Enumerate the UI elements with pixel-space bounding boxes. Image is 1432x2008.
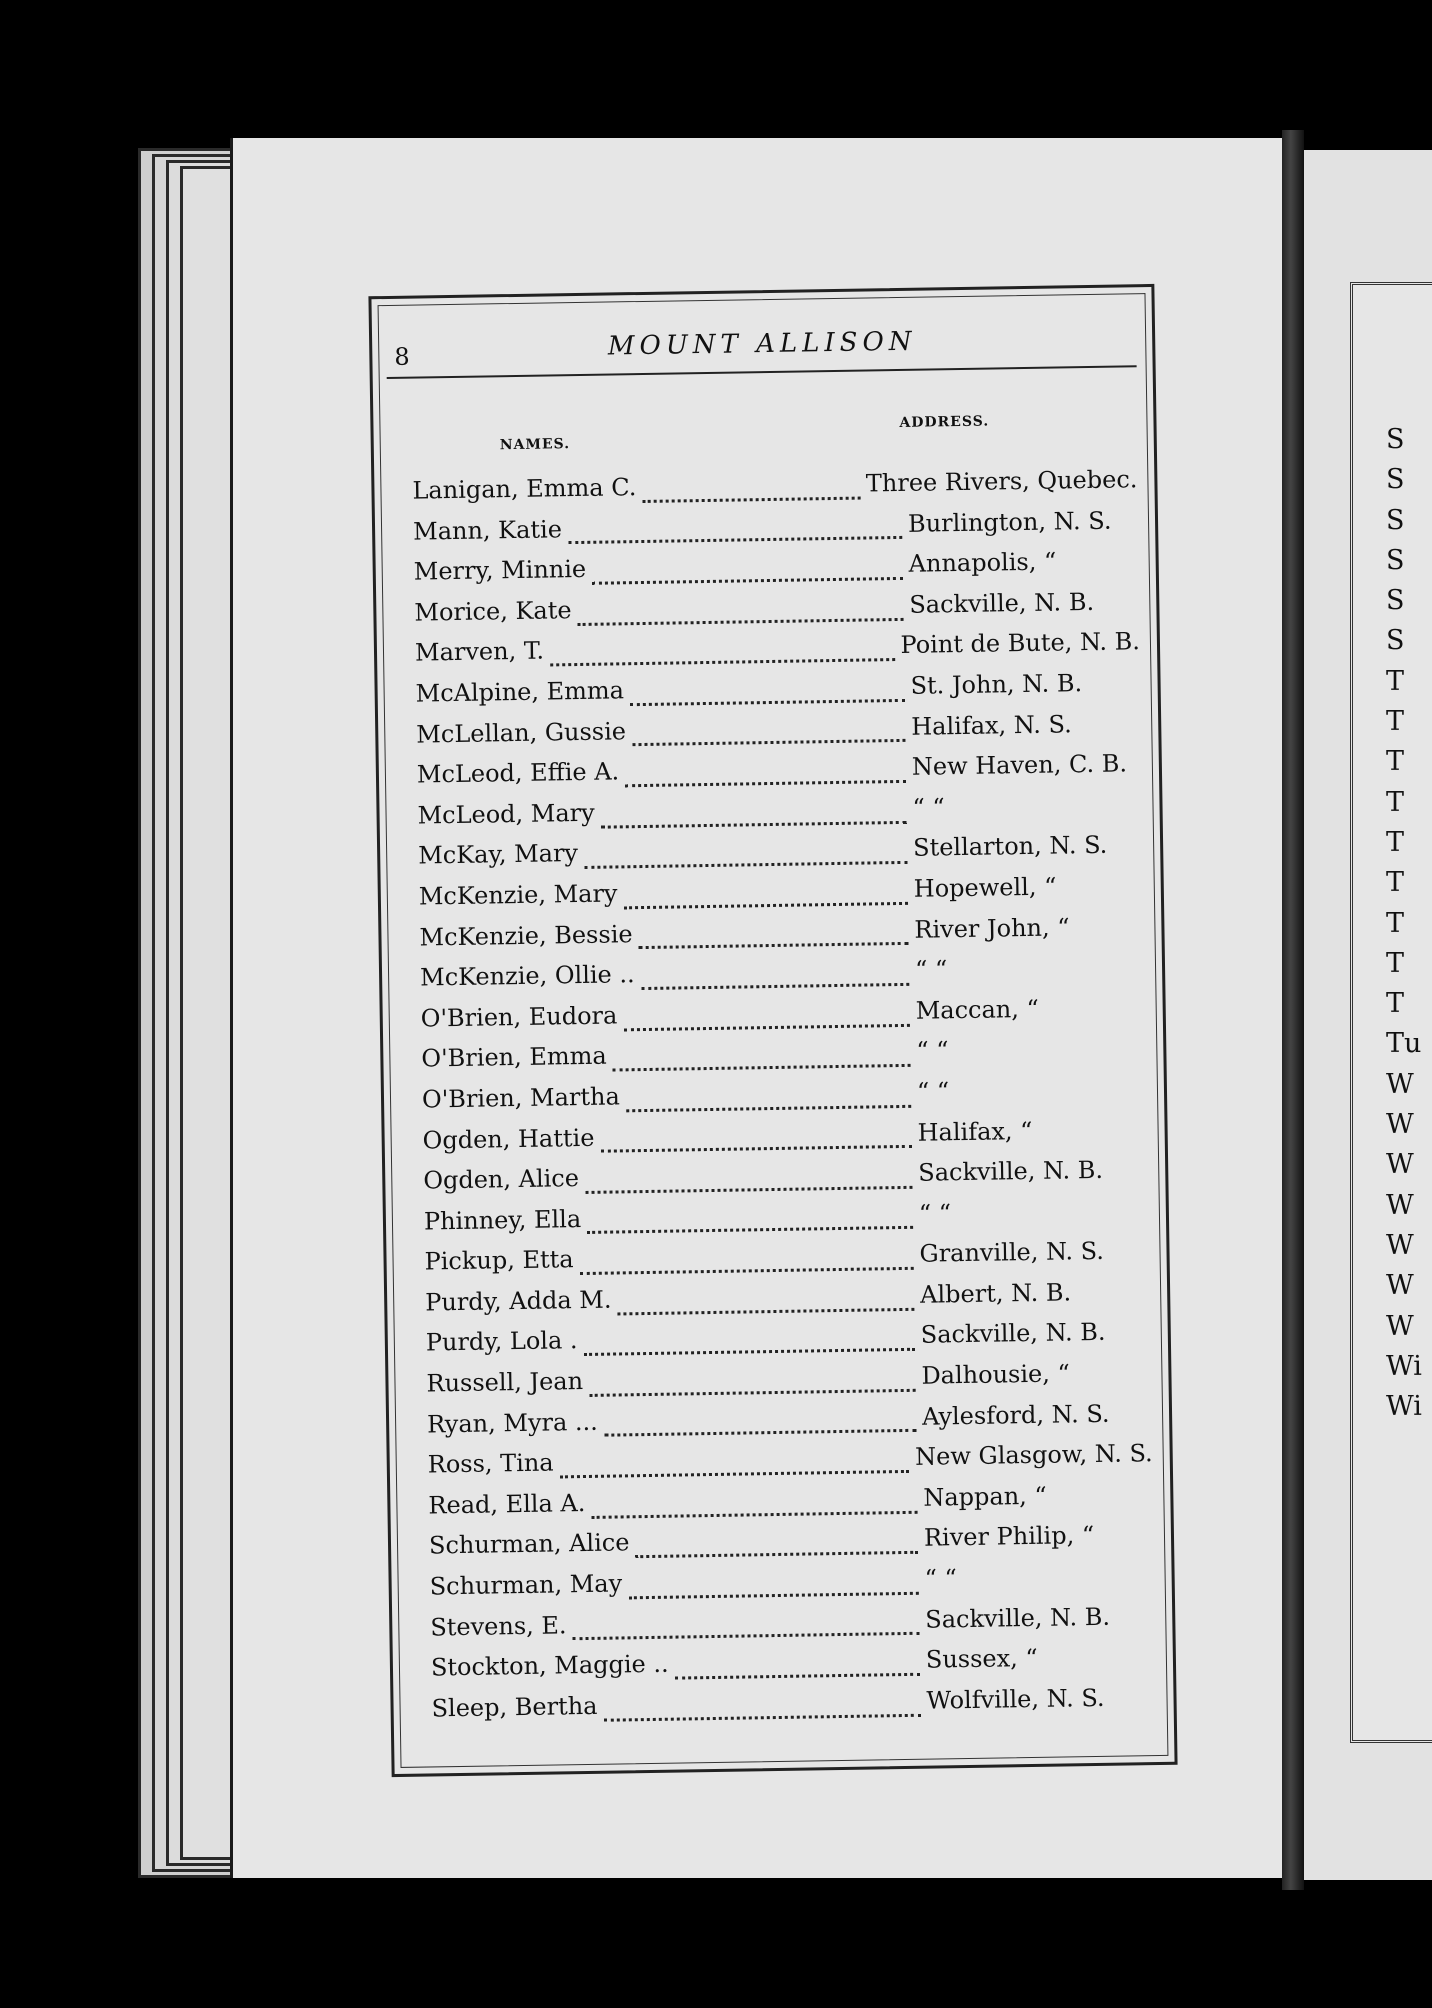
student-address: Dalhousie, “: [921, 1359, 1070, 1390]
facing-page-letter: W: [1386, 1068, 1414, 1100]
dot-leader: [604, 1425, 916, 1437]
facing-page-letter: T: [1386, 947, 1405, 979]
student-address: Maccan, “: [915, 994, 1039, 1025]
student-name: Pickup, Etta: [424, 1245, 574, 1276]
student-address: New Glasgow, N. S.: [914, 1439, 1153, 1472]
student-name: McAlpine, Emma: [415, 676, 625, 708]
student-name: Phinney, Ella: [423, 1204, 582, 1236]
student-address: Aylesford, N. S.: [921, 1399, 1110, 1431]
dot-leader: [573, 1628, 920, 1640]
book-gutter: [1282, 130, 1304, 1890]
student-address: “ “: [916, 1036, 949, 1066]
student-address: Albert, N. B.: [919, 1278, 1072, 1309]
student-address: Sussex, “: [925, 1644, 1038, 1674]
facing-page-letter: Wi: [1386, 1350, 1422, 1382]
facing-page-letter: W: [1386, 1229, 1414, 1261]
facing-page-letter: W: [1386, 1149, 1414, 1181]
facing-page-letter: Tu: [1386, 1028, 1422, 1060]
student-name: McLeod, Mary: [417, 798, 595, 830]
dot-leader: [580, 1263, 914, 1275]
dot-leader: [636, 1547, 919, 1558]
student-name: Lanigan, Emma C.: [412, 473, 637, 505]
address-column-header: ADDRESS.: [899, 413, 990, 431]
facing-page-letter: T: [1386, 706, 1405, 738]
dot-leader: [625, 776, 906, 787]
student-name: O'Brien, Emma: [421, 1041, 607, 1073]
facing-page-letter: S: [1386, 424, 1405, 455]
dot-leader: [639, 938, 909, 949]
facing-page-letter: S: [1386, 464, 1405, 496]
student-name: Stevens, E.: [430, 1610, 567, 1642]
student-name: Marven, T.: [414, 636, 545, 667]
dot-leader: [585, 1182, 912, 1194]
dot-leader: [626, 1101, 911, 1112]
facing-page-letter: W: [1386, 1270, 1414, 1302]
names-column-header: NAMES.: [499, 436, 571, 454]
dot-leader: [641, 979, 910, 990]
dot-leader: [675, 1669, 920, 1680]
student-name: Schurman, Alice: [428, 1528, 630, 1560]
student-name: O'Brien, Martha: [421, 1082, 620, 1114]
student-address: “ “: [916, 1077, 950, 1106]
student-name: Sleep, Bertha: [431, 1691, 598, 1723]
dot-leader: [592, 1506, 918, 1518]
dot-leader: [630, 695, 905, 706]
dot-leader: [632, 735, 905, 746]
student-name: McKenzie, Mary: [418, 879, 618, 911]
student-address: Point de Bute, N. B.: [900, 627, 1141, 660]
facing-page-letter: T: [1386, 826, 1405, 858]
student-address: “ “: [912, 793, 945, 822]
dot-leader: [604, 1709, 921, 1721]
student-name: McLellan, Gussie: [416, 716, 627, 749]
student-address: Halifax, “: [917, 1116, 1033, 1147]
student-name: McKenzie, Ollie ..: [419, 960, 635, 992]
student-name: McKay, Mary: [417, 839, 579, 870]
student-address: Hopewell, “: [913, 872, 1057, 903]
facing-page-letter: S: [1386, 544, 1405, 576]
student-name: Purdy, Adda M.: [425, 1285, 612, 1317]
dot-leader: [601, 1141, 912, 1153]
dot-leader: [578, 613, 904, 625]
dot-leader: [587, 1222, 913, 1234]
facing-page-letter: T: [1386, 786, 1405, 818]
student-name: Ogden, Hattie: [422, 1123, 595, 1155]
student-address: Granville, N. S.: [919, 1237, 1105, 1269]
page-frame: [368, 284, 1177, 1777]
facing-page-letter: W: [1386, 1189, 1414, 1221]
student-address: Sackville, N. B.: [918, 1155, 1104, 1187]
facing-page-letter: T: [1386, 665, 1405, 697]
facing-page-letters: [1386, 420, 1432, 1427]
student-address: Wolfville, N. S.: [926, 1683, 1105, 1715]
student-address: Three Rivers, Quebec.: [865, 465, 1138, 498]
student-address: Burlington, N. S.: [907, 506, 1112, 538]
dot-leader: [624, 898, 908, 909]
dot-leader: [613, 1060, 911, 1072]
student-name: Stockton, Maggie ..: [430, 1649, 669, 1682]
facing-page-letter: S: [1386, 504, 1405, 536]
facing-page-letter: W: [1386, 1310, 1414, 1342]
dot-leader: [589, 1385, 916, 1397]
dot-leader: [568, 532, 902, 544]
dot-leader: [618, 1303, 915, 1315]
student-name: O'Brien, Eudora: [420, 1001, 618, 1033]
facing-page-letter: S: [1386, 625, 1405, 657]
student-address: St. John, N. B.: [910, 669, 1083, 700]
student-address: Sackville, N. B.: [909, 587, 1095, 619]
facing-page-letter: Wi: [1386, 1391, 1422, 1423]
student-address: “ “: [924, 1564, 958, 1593]
student-address: Halifax, N. S.: [911, 709, 1072, 741]
facing-page-letter: T: [1386, 907, 1405, 939]
student-address: River Philip, “: [923, 1521, 1095, 1553]
student-name: Mann, Katie: [412, 514, 563, 546]
student-name: Schurman, May: [429, 1569, 623, 1601]
student-address: “ “: [918, 1198, 952, 1228]
dot-leader: [584, 1344, 915, 1356]
student-list: [412, 465, 1157, 1735]
page-title: MOUNT ALLISON: [607, 326, 917, 362]
student-name: Ryan, Myra ...: [426, 1407, 599, 1439]
student-name: Read, Ella A.: [428, 1488, 586, 1520]
student-address: “ “: [914, 955, 948, 984]
student-name: Purdy, Lola .: [425, 1326, 578, 1357]
dot-leader: [623, 1019, 910, 1030]
student-name: McKenzie, Bessie: [419, 919, 633, 952]
student-address: Annapolis, “: [908, 547, 1057, 578]
student-name: McLeod, Effie A.: [416, 757, 620, 789]
student-address: Stellarton, N. S.: [912, 831, 1108, 863]
dot-leader: [642, 492, 860, 502]
facing-page-letter: S: [1386, 585, 1405, 617]
dot-leader: [601, 816, 907, 828]
facing-page-letter: W: [1386, 1109, 1414, 1141]
dot-leader: [550, 654, 895, 666]
student-address: Sackville, N. B.: [925, 1602, 1111, 1634]
facing-page-letter: T: [1386, 746, 1405, 778]
student-name: Merry, Minnie: [413, 555, 587, 586]
page-number: 8: [394, 342, 410, 371]
student-address: Nappan, “: [923, 1481, 1047, 1512]
facing-page-letter: T: [1386, 988, 1405, 1020]
student-name: Russell, Jean: [426, 1367, 584, 1398]
student-address: River John, “: [914, 912, 1070, 944]
dot-leader: [628, 1588, 919, 1600]
dot-leader: [560, 1466, 910, 1478]
student-address: New Haven, C. B.: [911, 749, 1128, 781]
student-name: Ross, Tina: [427, 1448, 554, 1479]
student-address: Sackville, N. B.: [920, 1318, 1106, 1350]
dot-leader: [592, 573, 903, 585]
student-name: Morice, Kate: [414, 595, 572, 627]
student-name: Ogden, Alice: [423, 1164, 580, 1195]
book-page-edges: [138, 138, 238, 1878]
facing-page-letter: T: [1386, 867, 1405, 899]
dot-leader: [584, 857, 907, 869]
